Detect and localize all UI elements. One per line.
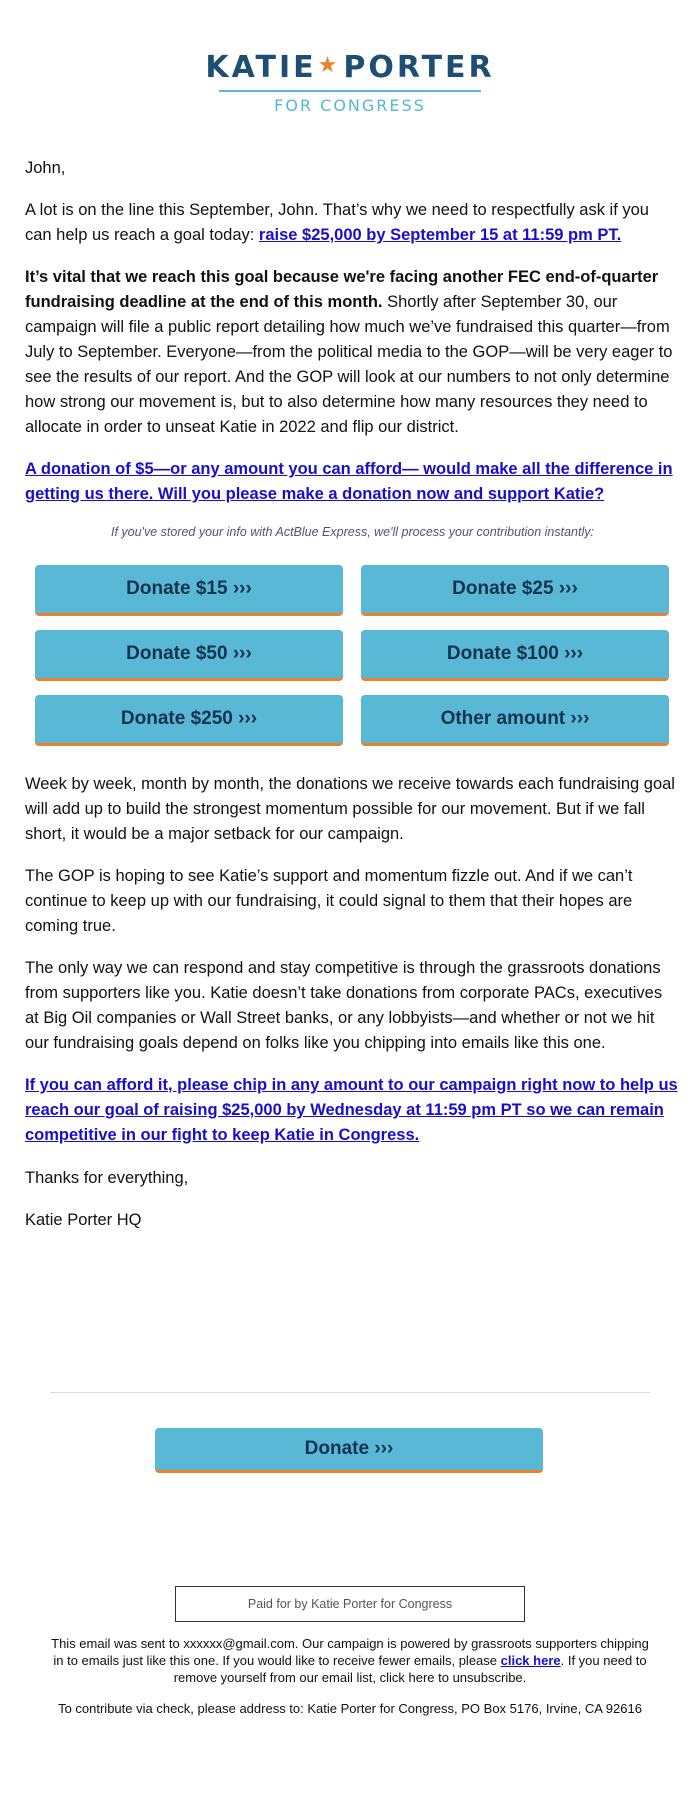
momentum-paragraph: Week by week, month by month, the donations we receive towards each fundraising goal will add up to build the strongest momentum possible for our movement. But if we fall short, it would be a major setback for our campaign. (25, 775, 675, 843)
donate-100-button[interactable]: Donate $100 ››› (361, 630, 669, 681)
donation-cta-link[interactable]: A donation of $5—or any amount you can afford— would make all the difference in getting us there. Will you please make a donation now and support Katie? (25, 460, 673, 503)
paid-for-disclaimer: Paid for by Katie Porter for Congress (175, 1586, 525, 1622)
donate-button-grid (35, 565, 680, 746)
gop-paragraph: The GOP is hoping to see Katie’s support and momentum fizzle out. And if we can’t continue to keep up with our fundraising, it could signal to them that their hopes are coming true. (25, 867, 633, 935)
donate-50-button[interactable]: Donate $50 ››› (35, 630, 343, 681)
signature: Katie Porter HQ (25, 1211, 142, 1229)
deadline-emphasis: It’s vital that we reach this goal because we're facing another FEC end-of-quarter fundraising deadline at the end of this month. (25, 268, 659, 311)
footer-divider (50, 1392, 650, 1393)
logo-subtitle: FOR CONGRESS (274, 96, 426, 115)
campaign-logo[interactable] (0, 48, 700, 115)
deadline-paragraph: It’s vital that we reach this goal because we're facing another FEC end-of-quarter fundraising deadline at the end of this month. Shortly after September 30, our campaign will file a public report detailing how much we’ve fundraised this quarter—from July to September. Everyone—from the political media to the GOP—will be very eager to see the results of our report. And the GOP will look at our numbers to not only determine how strong our movement is, but to also determine how many resources they need to allocate in order to unseat Katie in 2022 and flip our district. (25, 268, 673, 436)
intro-paragraph: A lot is on the line this September, John. That’s why we need to respectfully ask if you can help us reach a goal today: raise $25,000 by September 15 at 11:59 pm PT. (25, 201, 649, 244)
main-donate-button[interactable]: Donate ››› (155, 1428, 543, 1473)
greeting: John, (25, 159, 66, 177)
signoff: Thanks for everything, (25, 1169, 189, 1187)
donate-15-button[interactable]: Donate $15 ››› (35, 565, 343, 616)
grassroots-paragraph: The only way we can respond and stay competitive is through the grassroots donations from supporters like you. Katie doesn’t take donations from corporate PACs, executives at Big Oil companies or Wall Street banks, or any lobbyists—and whether or not we hit our fundraising goals depend on folks like you chipping into emails like this one. (25, 959, 663, 1052)
footer (50, 1635, 650, 1731)
email-body (25, 156, 680, 1250)
star-icon: ★ (317, 53, 341, 78)
logo-wordmark: KATIE★ PORTER (205, 50, 495, 85)
donate-25-button[interactable]: Donate $25 ››› (361, 565, 669, 616)
actblue-express-note: If you've stored your info with ActBlue Express, we'll process your contribution instantly: (110, 525, 594, 539)
email-notice: This email was sent to xxxxxx@gmail.com. Our campaign is powered by grassroots supporters chipping in to emails just like this one. If you would like to receive fewer emails, please click here. If you need to remove yourself from our email list, click here to unsubscribe. (51, 1636, 649, 1685)
fewer-emails-link[interactable]: click here (500, 1653, 561, 1668)
goal-link[interactable]: raise $25,000 by September 15 at 11:59 pm PT. (258, 226, 622, 244)
logo-divider (219, 90, 481, 92)
donate-other-amount-button[interactable]: Other amount ››› (361, 695, 669, 746)
mailing-address: To contribute via check, please address to: Katie Porter for Congress, PO Box 5176, Irvine, CA 92616 (58, 1701, 642, 1716)
chip-in-cta-link[interactable]: If you can afford it, please chip in any amount to our campaign right now to help us reach our goal of raising $25,000 by Wednesday at 11:59 pm PT so we can remain competitive in our fight to keep Katie in Congress. (25, 1076, 678, 1144)
donate-250-button[interactable]: Donate $250 ››› (35, 695, 343, 746)
